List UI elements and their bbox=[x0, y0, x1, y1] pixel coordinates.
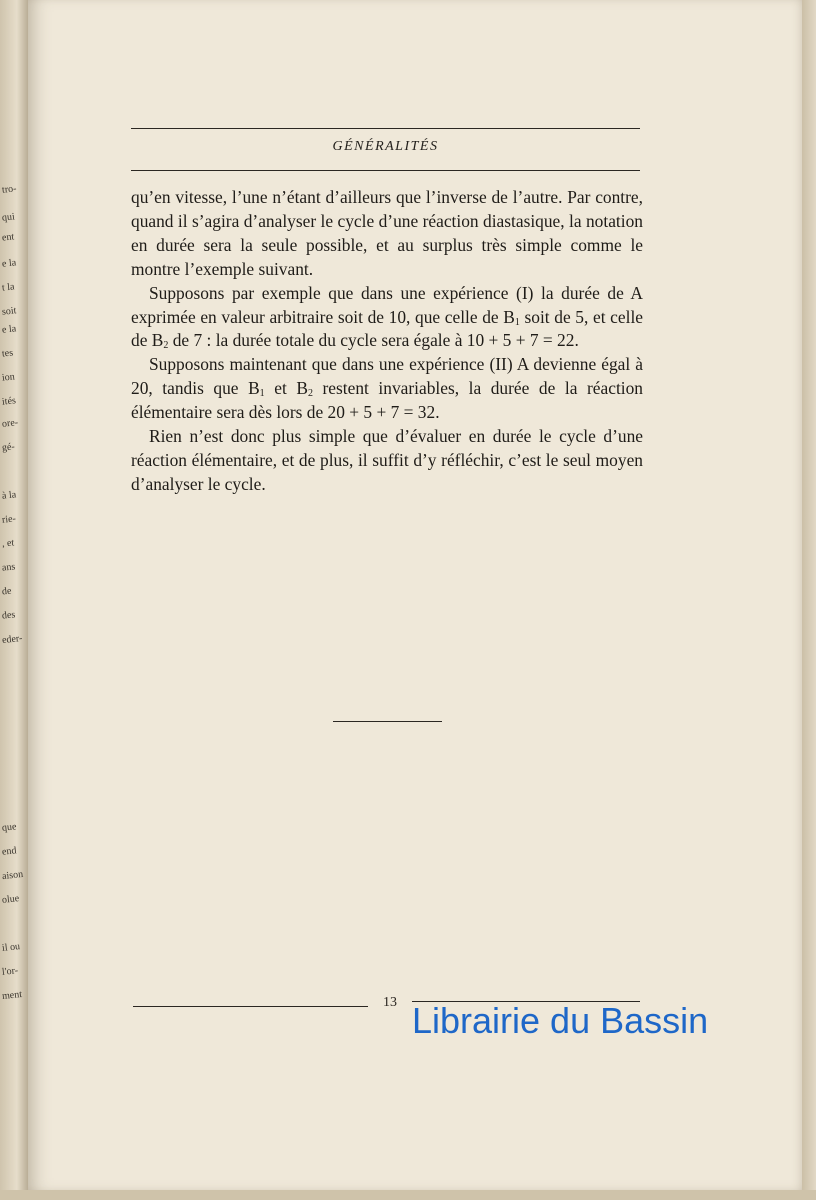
subscript: 1 bbox=[259, 388, 265, 400]
header-rule-top bbox=[131, 128, 640, 129]
paragraph bbox=[131, 282, 643, 354]
facing-page-text: olue bbox=[1, 893, 20, 906]
page-bottom-edge bbox=[0, 1190, 816, 1200]
paragraph-text: Supposons par exemple que dans une expérience (I) la durée de A exprimée en valeur arbitraire soit de 10, que celle de B bbox=[131, 282, 643, 327]
facing-page-text: t la bbox=[1, 281, 16, 294]
facing-page-text: e la bbox=[1, 257, 17, 270]
page-number: 13 bbox=[383, 995, 397, 1010]
facing-page-text: ion bbox=[1, 371, 16, 384]
facing-page-text: , et bbox=[1, 537, 15, 550]
facing-page-edge bbox=[0, 0, 28, 1200]
paragraph-text: Rien n’est donc plus simple que d’évaluer en durée le cycle d’une réaction élémentaire, et de plus, il suffit d’y réfléchir, c’est le seul moyen d’analyser le cycle. bbox=[131, 426, 643, 494]
facing-page-text: ore- bbox=[1, 417, 19, 430]
paragraph-text: Supposons maintenant que dans une expérience (II) A devienne égal à 20, tandis que B bbox=[131, 354, 643, 399]
paragraph-text: et B bbox=[264, 378, 308, 399]
facing-page-text: eder- bbox=[1, 632, 23, 647]
paragraph bbox=[131, 353, 643, 425]
facing-page-text: que bbox=[1, 821, 17, 834]
page-right-edge bbox=[802, 0, 816, 1200]
facing-page-text: ent bbox=[1, 231, 15, 244]
paragraph-text: restent invariables, la durée de la réaction élémentaire sera dès lors de 20 + 5 + 7 = 32. bbox=[131, 378, 643, 423]
subscript: 2 bbox=[307, 388, 313, 400]
running-head: GÉNÉRALITÉS bbox=[332, 139, 439, 154]
facing-page-text: soit bbox=[1, 305, 17, 318]
facing-page-text: ans bbox=[1, 561, 16, 574]
facing-page-text: ités bbox=[1, 395, 17, 408]
facing-page-text: des bbox=[1, 609, 16, 622]
paragraph bbox=[131, 425, 643, 497]
paragraph-text: de 7 : la durée totale du cycle sera égale à 10 + 5 + 7 = 22. bbox=[168, 330, 579, 351]
facing-page-text: l'or- bbox=[1, 965, 19, 978]
bookseller-watermark: Librairie du Bassin bbox=[412, 1000, 709, 1041]
facing-page-text: il ou bbox=[1, 941, 21, 954]
subscript: 2 bbox=[163, 340, 169, 352]
paragraph bbox=[131, 186, 643, 282]
facing-page-text: end bbox=[1, 845, 17, 858]
body-text bbox=[131, 186, 643, 497]
paragraph-text: qu’en vitesse, l’une n’étant d’ailleurs que l’inverse de l’autre. Par contre, quand il s’agira d’analyser le cycle d’une réaction diastasique, la notation en durée sera la seule possible, et au surplus très simple comme le montre l’exemple suivant. bbox=[131, 187, 643, 279]
facing-page-text: à la bbox=[1, 489, 17, 502]
facing-page-text: gé- bbox=[1, 441, 16, 454]
facing-page-text: ment bbox=[1, 988, 23, 1003]
paragraph-text: soit de 5, et celle de B bbox=[131, 306, 643, 351]
facing-page-text: de bbox=[1, 585, 13, 598]
header-rule-bottom bbox=[131, 170, 640, 171]
facing-page-text: e la bbox=[1, 323, 17, 336]
facing-page-text: tes bbox=[1, 347, 14, 360]
facing-page-text: aison bbox=[1, 868, 24, 883]
facing-page-text: qui bbox=[1, 211, 16, 224]
facing-page-text: rie- bbox=[1, 513, 17, 526]
footer-rule-left bbox=[133, 1006, 368, 1007]
section-end-rule bbox=[333, 721, 442, 722]
subscript: 1 bbox=[514, 316, 520, 328]
facing-page-text: tro- bbox=[1, 183, 17, 196]
